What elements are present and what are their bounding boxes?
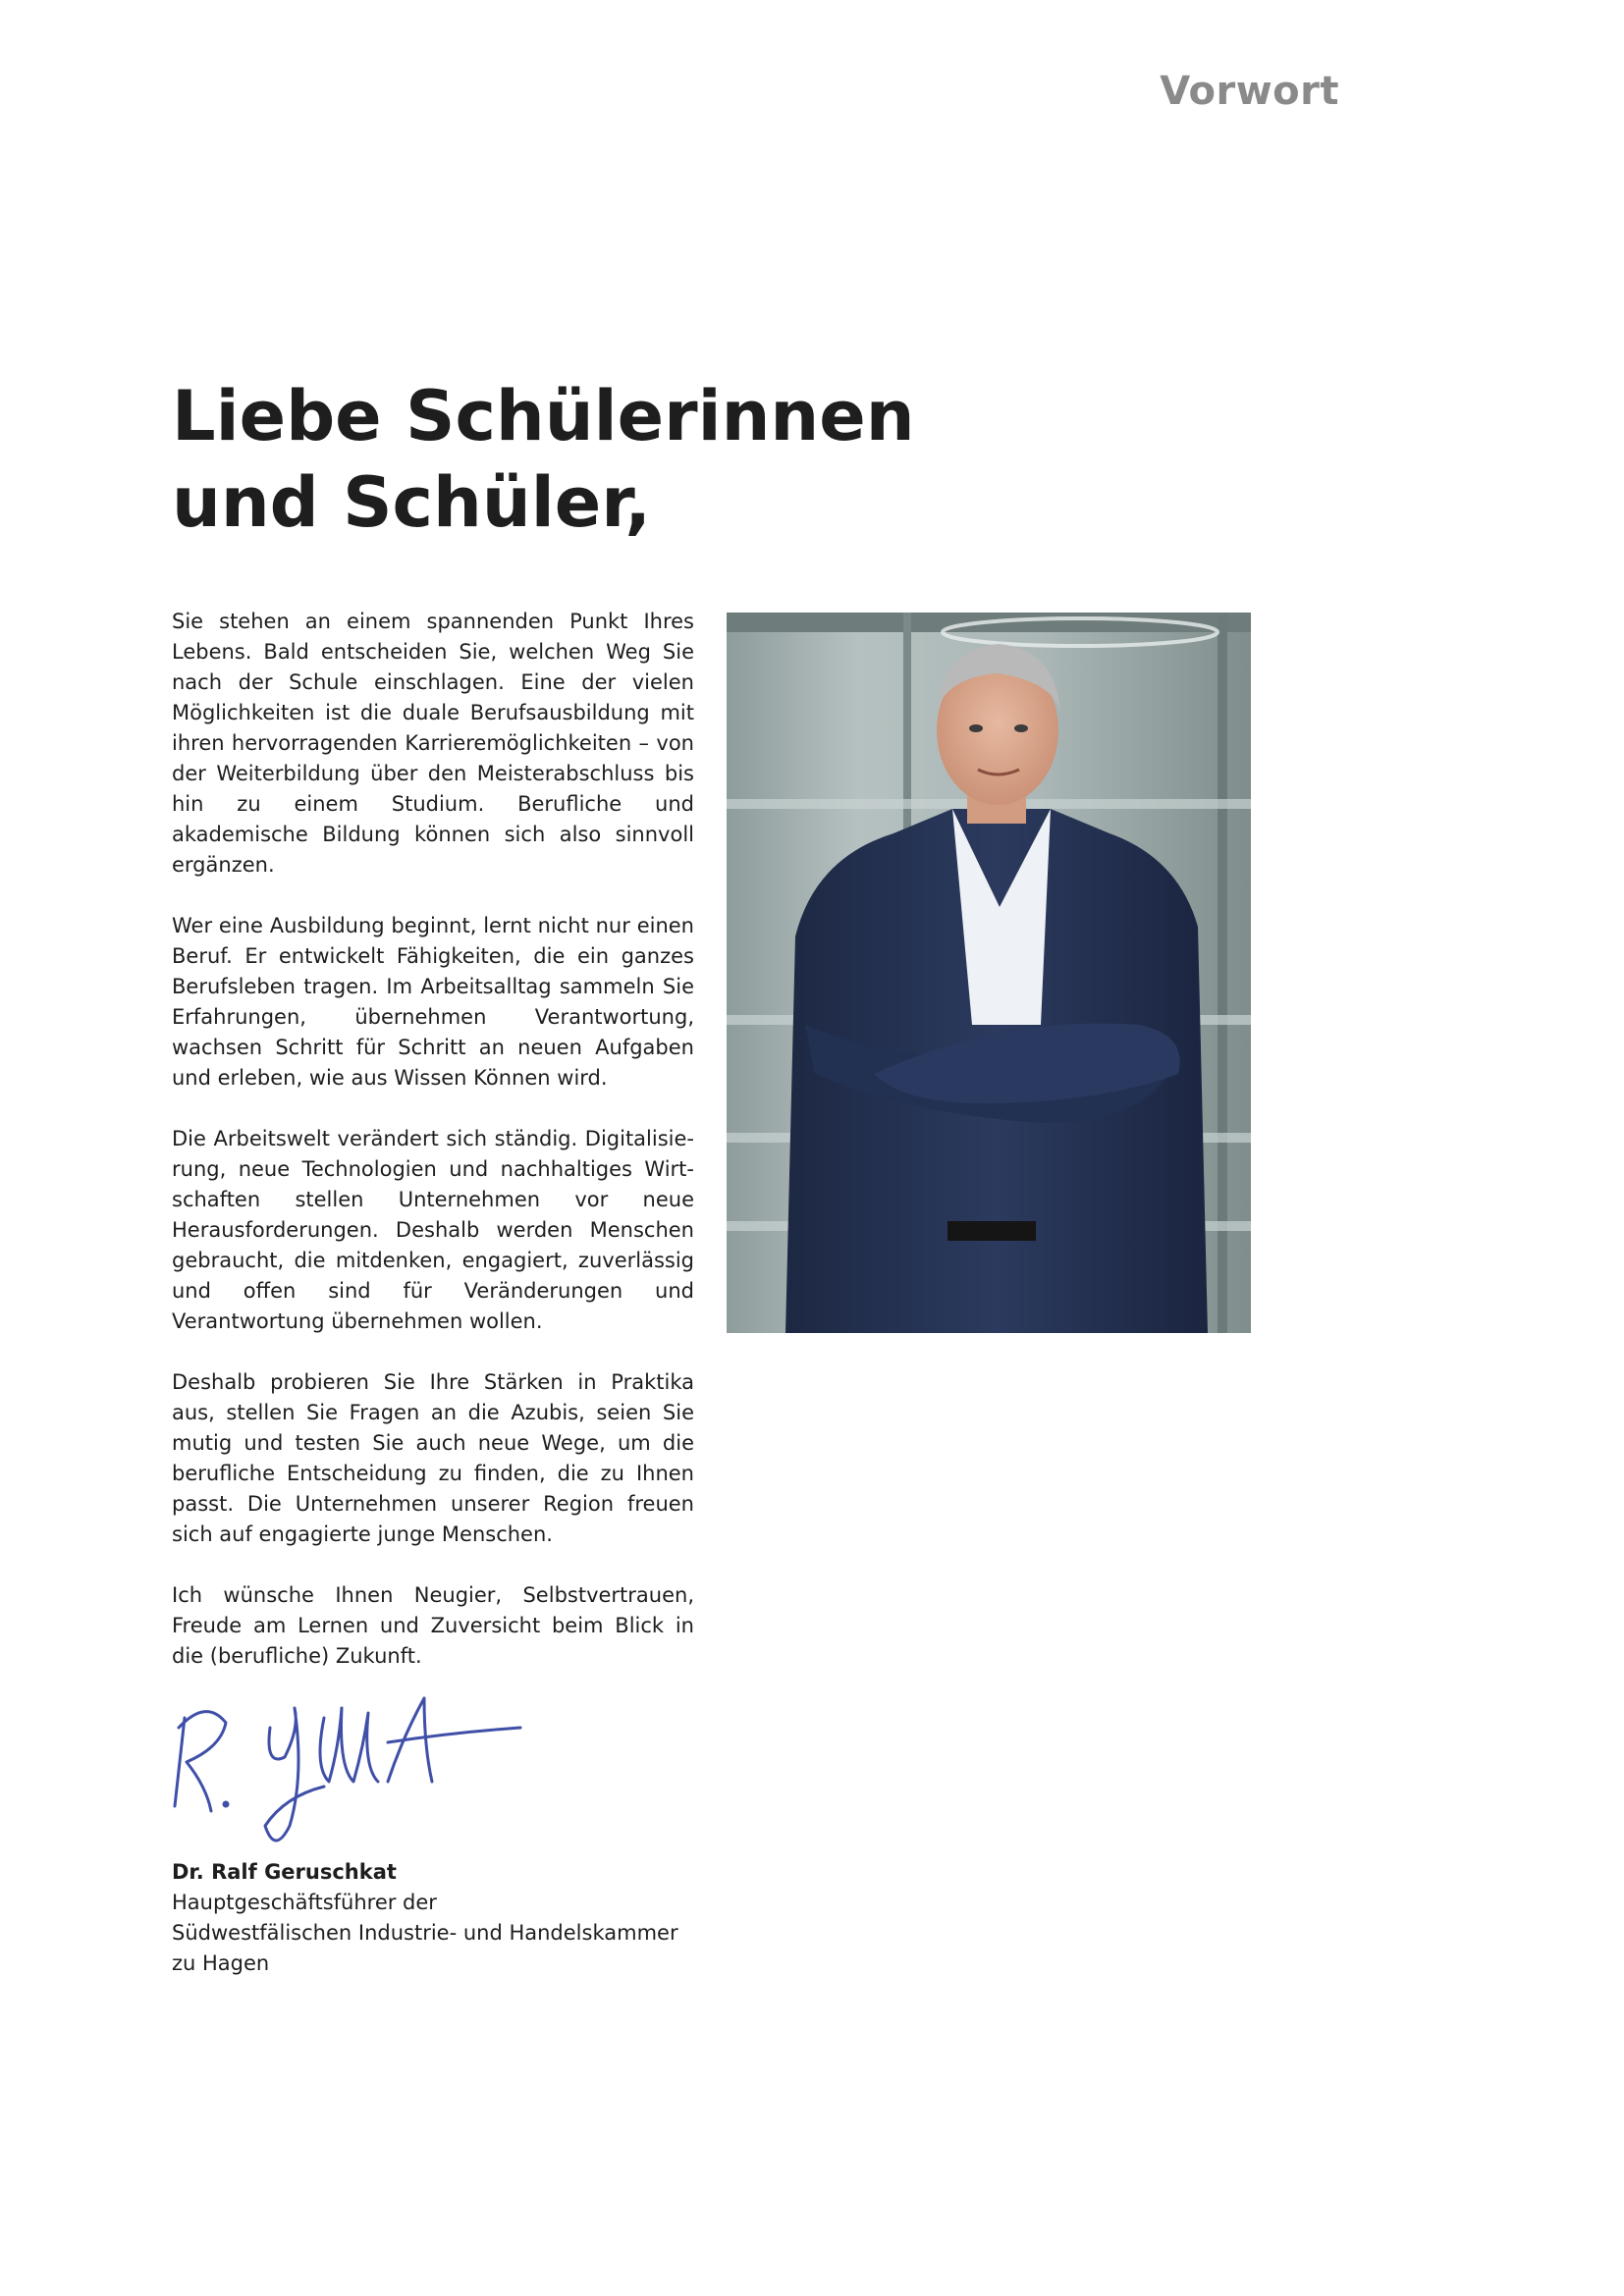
paragraph: Ich wünsche Ihnen Neugier, Selbstvertrauen, Freude am Lernen und Zuversicht beim Blick in die (berufliche) Zukunft. <box>172 1583 694 1668</box>
signatory-block <box>172 1857 859 1979</box>
paragraph: Deshalb probieren Sie Ihre Stärken in Praktika aus, stellen Sie Fragen an die Azubis, seien Sie mutig und testen Sie auch neue Wege, um die berufliche Entscheidung zu finden, die zu Ihnen passt. Die Unternehmen unserer Region freuen sich auf engagierte junge Menschen. <box>172 1370 694 1546</box>
signature <box>167 1688 560 1845</box>
portrait-photo <box>727 613 1251 1333</box>
signatory-title-line: Hauptgeschäftsführer der <box>172 1891 437 1914</box>
letter-body <box>172 607 694 1702</box>
signatory-title-line: Südwestfälischen Industrie- und Handelskammer <box>172 1921 678 1945</box>
paragraph: Wer eine Ausbildung beginnt, lernt nicht nur einen Beruf. Er entwickelt Fähigkeiten, die ein ganzes Berufsleben tragen. Im Arbeitsalltag sammeln Sie Erfahrungen, übernehmen Verantwortung, wachsen Schritt für Schritt an neuen Aufgaben und erleben, wie aus Wissen Können wird. <box>172 914 694 1090</box>
signature-handwriting <box>167 1688 560 1845</box>
page-title <box>172 373 1056 546</box>
signatory-title-line: zu Hagen <box>172 1951 270 1975</box>
section-label: Vorwort <box>1160 69 1339 114</box>
title-line-1: Liebe Schülerinnen <box>172 376 915 456</box>
signatory-name: Dr. Ralf Geruschkat <box>172 1860 397 1884</box>
portrait-illustration <box>727 613 1251 1333</box>
paragraph: Sie stehen an einem spannenden Punkt Ihres Lebens. Bald entscheiden Sie, welchen Weg Sie nach der Schule einschlagen. Eine der vielen Möglichkeiten ist die duale Berufsausbildung mit ihren hervorragenden Karrieremöglichkeiten – von der Weiterbildung über den Meisterabschluss bis hin zu einem Studium. Berufliche und akademische Bildung können sich also sinnvoll ergänzen. <box>172 610 694 877</box>
paragraph: Die Arbeitswelt verändert sich ständig. Digitalisierung, neue Technologien und nachhaltiges Wirtschaften stellen Unternehmen vor neue Herausforderungen. Deshalb werden Menschen gebraucht, die mitdenken, engagiert, zuverlässig und offen sind für Veränderungen und Verantwortung übernehmen wollen. <box>172 1127 694 1333</box>
title-line-2: und Schüler, <box>172 462 652 543</box>
